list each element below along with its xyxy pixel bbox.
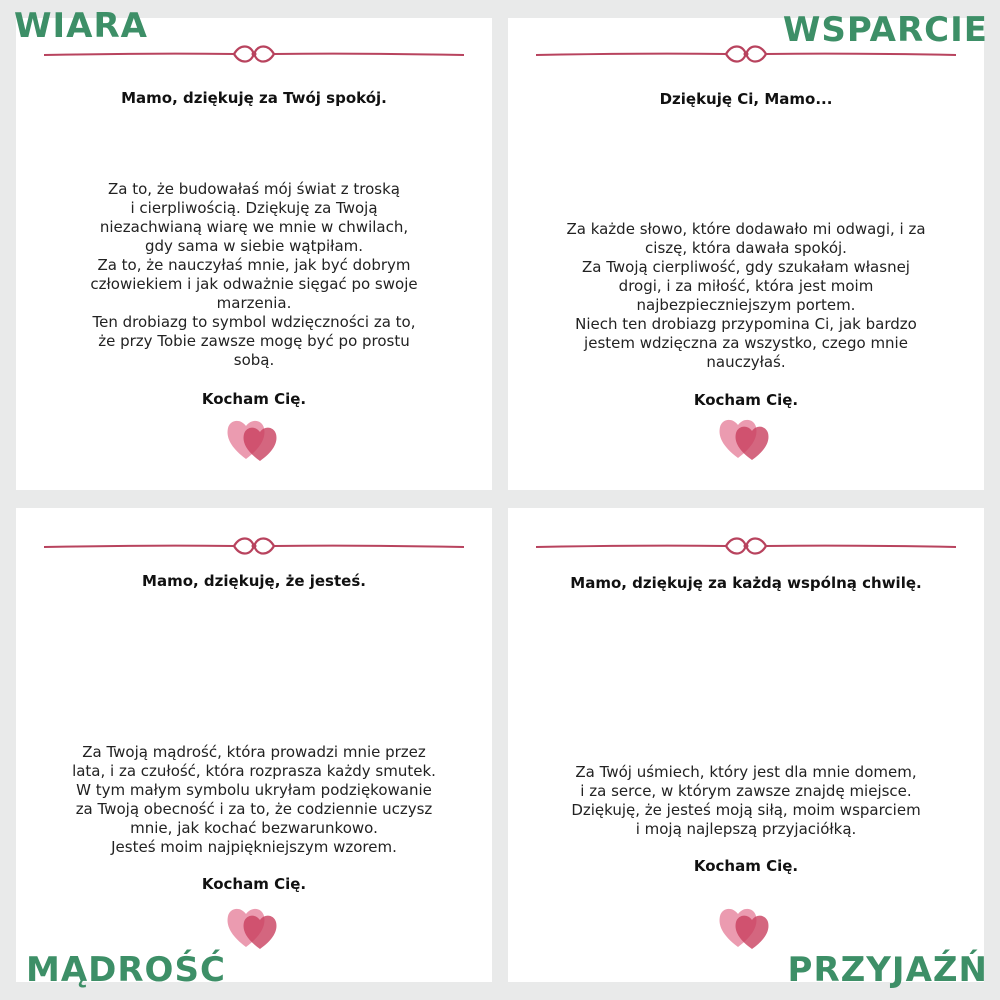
hearts-icon: [716, 412, 776, 462]
card-closing: Kocham Cię.: [693, 391, 799, 409]
card-closing: Kocham Cię.: [693, 857, 799, 875]
body-line: Niech ten drobiazg przypomina Ci, jak bardzo: [575, 315, 917, 333]
corner-label-madrosc: MĄDROŚĆ: [26, 950, 226, 990]
ribbon-ornament-icon: [44, 534, 464, 558]
body-line: nauczyłaś.: [706, 353, 786, 371]
card-body-text: [30, 180, 478, 370]
card-przyjazn: [508, 508, 984, 982]
body-line: Za Twoją mądrość, która prowadzi mnie przez: [82, 743, 426, 761]
body-line: Za każde słowo, które dodawało mi odwagi, i za: [566, 220, 926, 238]
corner-label-wiara: WIARA: [14, 6, 148, 46]
hearts-icon: [716, 901, 776, 951]
body-line: sobą.: [233, 351, 275, 369]
hearts-icon: [224, 901, 284, 951]
body-line: niezachwianą wiarę we mnie w chwilach,: [99, 218, 409, 236]
card-closing: Kocham Cię.: [201, 875, 307, 893]
body-line: Dziękuję, że jesteś moją siłą, moim wsparciem: [571, 801, 921, 819]
body-line: jestem wdzięczna za wszystko, czego mnie: [584, 334, 908, 352]
body-line: marzenia.: [216, 294, 292, 312]
card-body-text: [522, 220, 970, 372]
card-heading: Mamo, dziękuję za każdą wspólną chwilę.: [570, 574, 922, 592]
body-line: i cierpliwością. Dziękuję za Twoją: [130, 199, 378, 217]
card-heading: Mamo, dziękuję, że jesteś.: [142, 572, 366, 590]
body-line: lata, i za czułość, która rozprasza każdy smutek.: [72, 762, 436, 780]
corner-label-przyjazn: PRZYJAŹŃ: [787, 950, 988, 990]
body-line: Za to, że budowałaś mój świat z troską: [108, 180, 400, 198]
card-madrosc: [16, 508, 492, 982]
body-line: i moją najlepszą przyjaciółką.: [635, 820, 857, 838]
body-line: gdy sama w siebie wątpiłam.: [144, 237, 364, 255]
body-line: W tym małym symbolu ukryłam podziękowanie: [76, 781, 432, 799]
ribbon-ornament-icon: [536, 534, 956, 558]
body-line: mnie, jak kochać bezwarunkowo.: [130, 819, 378, 837]
hearts-icon: [224, 413, 284, 463]
body-line: Ten drobiazg to symbol wdzięczności za to,: [92, 313, 416, 331]
body-line: Za Twoją cierpliwość, gdy szukałam własnej: [582, 258, 910, 276]
body-line: człowiekiem i jak odważnie sięgać po swoje: [90, 275, 418, 293]
body-line: za Twoją obecność i za to, że codziennie uczysz: [75, 800, 433, 818]
card-wiara: [16, 18, 492, 490]
body-line: Jesteś moim najpiękniejszym wzorem.: [111, 838, 397, 856]
body-line: Za to, że nauczyłaś mnie, jak być dobrym: [97, 256, 411, 274]
card-heading: Mamo, dziękuję za Twój spokój.: [121, 89, 387, 107]
card-wsparcie: [508, 18, 984, 490]
body-line: że przy Tobie zawsze mogę być po prostu: [98, 332, 410, 350]
body-line: ciszę, która dawała spokój.: [645, 239, 847, 257]
card-body-text: [522, 763, 970, 839]
body-line: drogi, i za miłość, która jest moim: [618, 277, 874, 295]
card-body-text: [30, 743, 478, 857]
body-line: Za Twój uśmiech, który jest dla mnie domem,: [575, 763, 917, 781]
corner-label-wsparcie: WSPARCIE: [782, 10, 988, 50]
card-heading: Dziękuję Ci, Mamo...: [659, 90, 833, 108]
body-line: najbezpieczniejszym portem.: [636, 296, 856, 314]
card-closing: Kocham Cię.: [201, 390, 307, 408]
body-line: i za serce, w którym zawsze znajdę miejsce.: [580, 782, 912, 800]
